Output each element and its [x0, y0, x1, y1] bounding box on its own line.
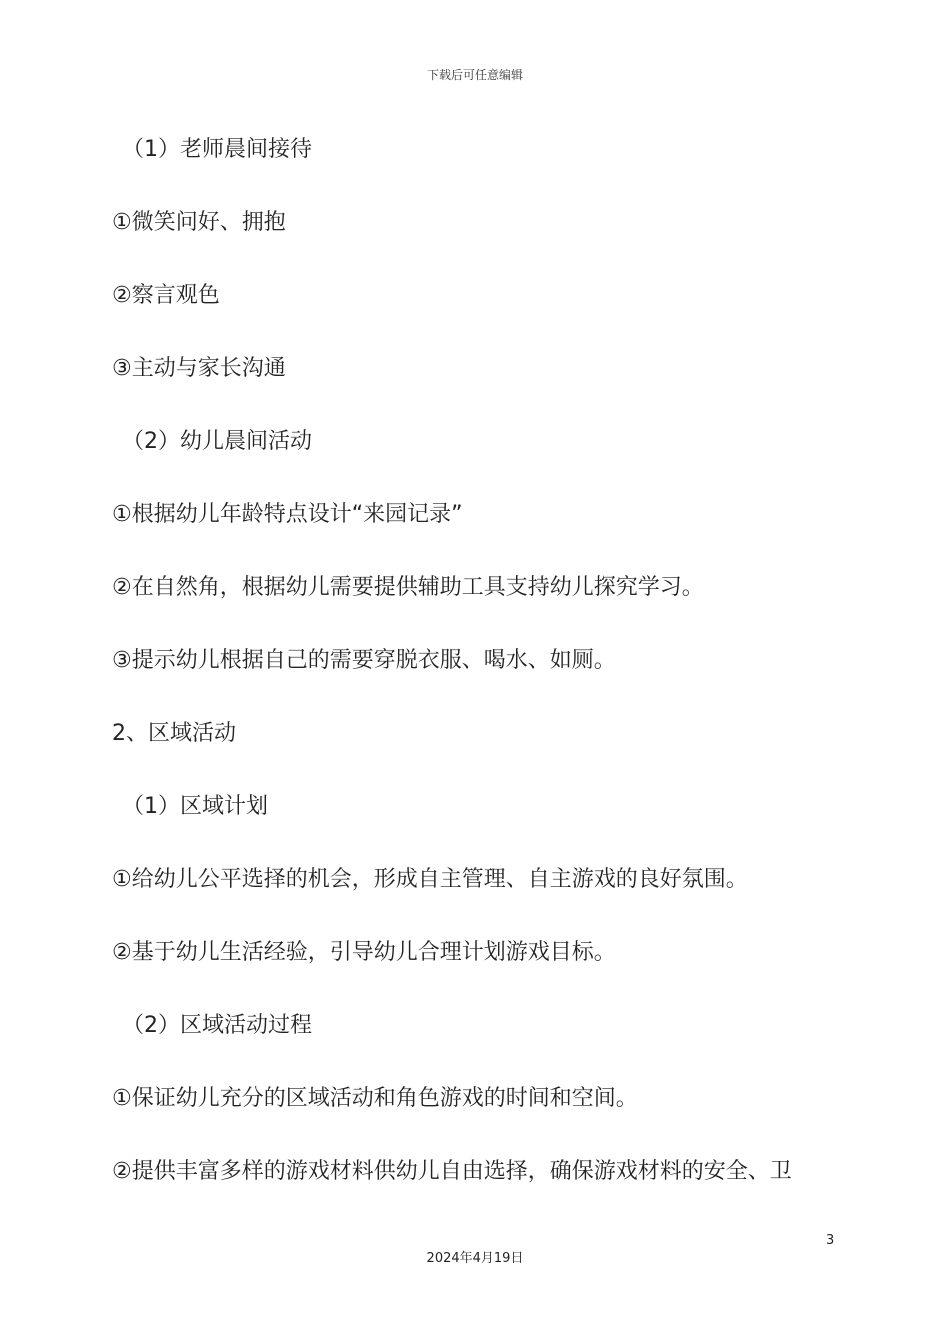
list-item: ②提供丰富多样的游戏材料供幼儿自由选择，确保游戏材料的安全、卫	[112, 1159, 792, 1184]
list-item: ①微笑问好、拥抱	[112, 210, 286, 235]
list-item: ①给幼儿公平选择的机会，形成自主管理、自主游戏的良好氛围。	[112, 867, 748, 892]
page-header: 下载后可任意编辑	[426, 68, 523, 82]
subheading-area-plan: （1）区域计划	[122, 794, 268, 819]
document-body	[112, 130, 842, 1225]
list-item: ①保证幼儿充分的区域活动和角色游戏的时间和空间。	[112, 1086, 638, 1111]
list-item: ①根据幼儿年龄特点设计“来园记录”	[112, 502, 463, 527]
list-item: ③提示幼儿根据自己的需要穿脱衣服、喝水、如厕。	[112, 648, 616, 673]
list-item: ③主动与家长沟通	[112, 356, 286, 381]
list-item: ②基于幼儿生活经验，引导幼儿合理计划游戏目标。	[112, 940, 616, 965]
subheading-teacher-reception: （1）老师晨间接待	[122, 137, 312, 162]
subheading-morning-activity: （2）幼儿晨间活动	[122, 429, 312, 454]
section-heading-area-activity: 2、区域活动	[112, 721, 236, 746]
list-item: ②在自然角，根据幼儿需要提供辅助工具支持幼儿探究学习。	[112, 575, 704, 600]
subheading-area-process: （2）区域活动过程	[122, 1013, 312, 1038]
page-number: 3	[826, 1233, 835, 1248]
page-footer-date: 2024年4月19日	[426, 1251, 524, 1266]
list-item: ②察言观色	[112, 283, 220, 308]
